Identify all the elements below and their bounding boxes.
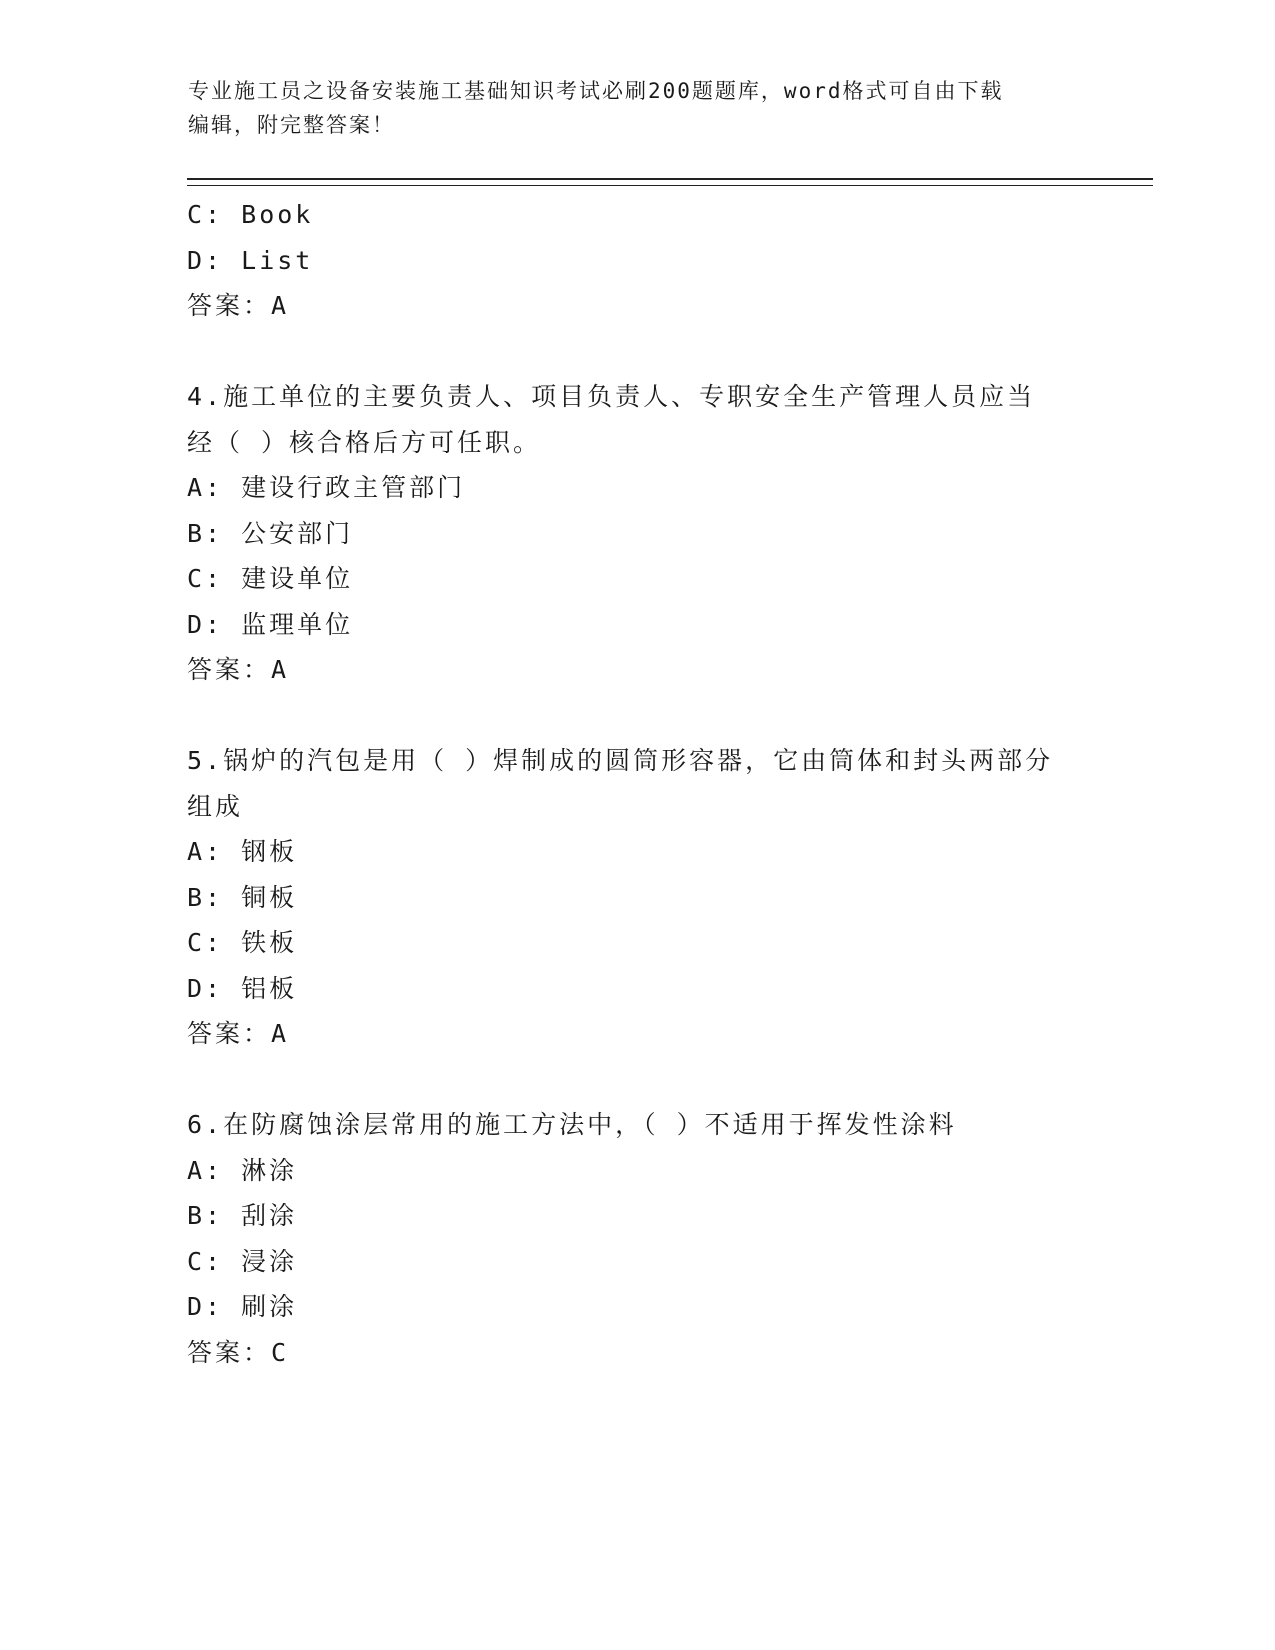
answer-label: 答案： [187,1019,272,1048]
answer-value: A [271,1019,290,1048]
document-header [188,74,1088,142]
option-d: D: 铝板 [187,973,298,1003]
previous-question-tail [187,192,1087,329]
question-stem: 4.施工单位的主要负责人、项目负责人、专职安全生产管理人员应当 [187,382,1036,411]
answer-value: A [271,291,290,320]
answer-line [187,1330,1087,1376]
spacer [187,1057,1087,1103]
question-stem-continued: 组成 [187,791,244,821]
header-title-line-1: 专业施工员之设备安装施工基础知识考试必刷200题题库，word格式可自由下载 [188,79,1004,103]
question-6 [187,1102,1087,1375]
option-c: C: Book [187,200,314,229]
question-stem-continued: 经（ ）核合格后方可任职。 [187,427,542,457]
answer-label: 答案： [187,1337,272,1367]
question-list [187,192,1087,1375]
option-b: B: 公安部门 [187,518,354,548]
option-b: B: 铜板 [187,882,298,912]
spacer [187,329,1087,375]
answer-value: A [271,655,290,684]
question-stem: 6.在防腐蚀涂层常用的施工方法中，（ ）不适用于挥发性涂料 [187,1110,957,1139]
question-stem: 5.锅炉的汽包是用（ ）焊制成的圆筒形容器，它由筒体和封头两部分 [187,746,1054,775]
answer-line [187,647,1087,693]
answer-value: C [271,1337,290,1367]
option-a: A: 钢板 [187,837,298,866]
option-d: D: List [187,245,314,275]
answer-label: 答案： [187,291,272,320]
spacer [187,693,1087,739]
answer-line [187,1011,1087,1057]
option-d: D: 刷涂 [187,1292,298,1321]
answer-label: 答案： [187,655,272,684]
answer-line [187,283,1087,329]
header-divider [187,178,1153,186]
question-5 [187,738,1087,1057]
question-4 [187,374,1087,693]
option-d: D: 监理单位 [187,609,354,639]
option-a: A: 建设行政主管部门 [187,473,466,502]
option-c: C: 铁板 [187,928,298,957]
header-title-line-2: 编辑，附完整答案！ [188,113,395,137]
option-c: C: 浸涂 [187,1246,298,1276]
option-b: B: 刮涂 [187,1201,298,1230]
option-c: C: 建设单位 [187,564,354,593]
option-a: A: 淋涂 [187,1155,298,1185]
